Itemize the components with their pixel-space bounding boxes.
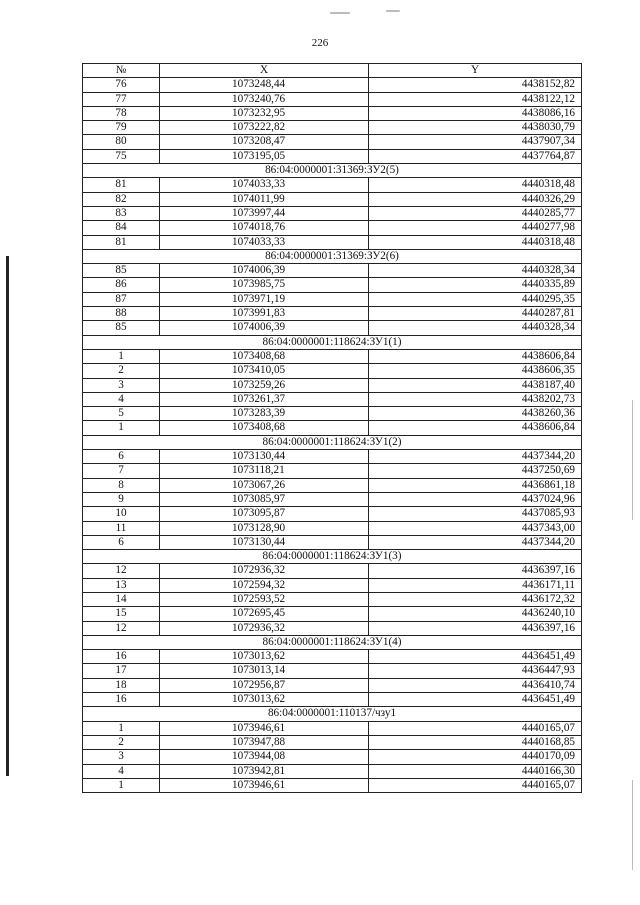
point-number: 3 <box>83 378 160 392</box>
table-row <box>83 592 582 606</box>
x-coordinate: 1073240,76 <box>160 92 369 106</box>
table-row <box>83 135 582 149</box>
point-number: 18 <box>83 678 160 692</box>
y-coordinate: 4440328,34 <box>369 321 582 335</box>
section-row <box>83 164 582 178</box>
x-coordinate: 1073130,44 <box>160 450 369 464</box>
x-coordinate: 1074033,33 <box>160 235 369 249</box>
point-number: 2 <box>83 735 160 749</box>
x-coordinate: 1073259,26 <box>160 378 369 392</box>
point-number: 83 <box>83 206 160 220</box>
y-coordinate: 4440326,29 <box>369 192 582 206</box>
y-coordinate: 4438260,36 <box>369 407 582 421</box>
y-coordinate: 4436451,49 <box>369 650 582 664</box>
point-number: 16 <box>83 693 160 707</box>
table-row <box>83 678 582 692</box>
point-number: 2 <box>83 364 160 378</box>
table-row <box>83 321 582 335</box>
y-coordinate: 4436172,32 <box>369 592 582 606</box>
point-number: 85 <box>83 321 160 335</box>
table-row <box>83 121 582 135</box>
x-coordinate: 1073085,97 <box>160 492 369 506</box>
x-coordinate: 1073248,44 <box>160 78 369 92</box>
section-title: 86:04:0000001:31369:ЗУ2(6) <box>83 249 582 263</box>
point-number: 15 <box>83 607 160 621</box>
point-number: 5 <box>83 407 160 421</box>
table-row <box>83 607 582 621</box>
table-row <box>83 492 582 506</box>
table-row <box>83 407 582 421</box>
section-row <box>83 249 582 263</box>
point-number: 81 <box>83 235 160 249</box>
y-coordinate: 4438086,16 <box>369 106 582 120</box>
y-coordinate: 4440335,89 <box>369 278 582 292</box>
point-number: 16 <box>83 650 160 664</box>
table-row <box>83 235 582 249</box>
scan-speck <box>632 780 633 870</box>
section-row <box>83 335 582 349</box>
table-header-row <box>83 64 582 78</box>
section-row <box>83 435 582 449</box>
point-number: 13 <box>83 578 160 592</box>
table-row <box>83 621 582 635</box>
section-title: 86:04:0000001:118624:ЗУ1(1) <box>83 335 582 349</box>
x-coordinate: 1073067,26 <box>160 478 369 492</box>
y-coordinate: 4437344,20 <box>369 450 582 464</box>
table-row <box>83 292 582 306</box>
y-coordinate: 4440168,85 <box>369 735 582 749</box>
point-number: 1 <box>83 721 160 735</box>
point-number: 80 <box>83 135 160 149</box>
point-number: 1 <box>83 349 160 363</box>
x-coordinate: 1073013,62 <box>160 650 369 664</box>
y-coordinate: 4440166,30 <box>369 764 582 778</box>
table-row <box>83 178 582 192</box>
table-row <box>83 278 582 292</box>
coordinates-table <box>82 63 582 793</box>
point-number: 10 <box>83 507 160 521</box>
y-coordinate: 4438202,73 <box>369 392 582 406</box>
section-title: 86:04:0000001:118624:ЗУ1(4) <box>83 635 582 649</box>
x-coordinate: 1073232,95 <box>160 106 369 120</box>
y-coordinate: 4438030,79 <box>369 121 582 135</box>
y-coordinate: 4436861,18 <box>369 478 582 492</box>
table-row <box>83 521 582 535</box>
x-coordinate: 1073013,62 <box>160 693 369 707</box>
x-coordinate: 1073942,81 <box>160 764 369 778</box>
point-number: 85 <box>83 264 160 278</box>
x-coordinate: 1073408,68 <box>160 421 369 435</box>
point-number: 12 <box>83 621 160 635</box>
point-number: 1 <box>83 421 160 435</box>
y-coordinate: 4437764,87 <box>369 149 582 163</box>
y-coordinate: 4436410,74 <box>369 678 582 692</box>
table-row <box>83 578 582 592</box>
table-row <box>83 307 582 321</box>
table-row <box>83 149 582 163</box>
x-coordinate: 1073118,21 <box>160 464 369 478</box>
point-number: 12 <box>83 564 160 578</box>
y-coordinate: 4436171,11 <box>369 578 582 592</box>
header-x: X <box>160 64 369 78</box>
x-coordinate: 1072593,52 <box>160 592 369 606</box>
x-coordinate: 1073095,87 <box>160 507 369 521</box>
y-coordinate: 4440285,77 <box>369 206 582 220</box>
table-row <box>83 378 582 392</box>
x-coordinate: 1073283,39 <box>160 407 369 421</box>
x-coordinate: 1073208,47 <box>160 135 369 149</box>
scan-edge-mark <box>6 256 9 776</box>
header-number: № <box>83 64 160 78</box>
point-number: 6 <box>83 535 160 549</box>
x-coordinate: 1072956,87 <box>160 678 369 692</box>
x-coordinate: 1073013,14 <box>160 664 369 678</box>
point-number: 9 <box>83 492 160 506</box>
point-number: 3 <box>83 750 160 764</box>
y-coordinate: 4437907,34 <box>369 135 582 149</box>
y-coordinate: 4440165,07 <box>369 778 582 792</box>
table-row <box>83 92 582 106</box>
y-coordinate: 4437024,96 <box>369 492 582 506</box>
point-number: 82 <box>83 192 160 206</box>
y-coordinate: 4438606,84 <box>369 349 582 363</box>
table-row <box>83 106 582 120</box>
table-row <box>83 721 582 735</box>
y-coordinate: 4437343,00 <box>369 521 582 535</box>
table-row <box>83 421 582 435</box>
y-coordinate: 4436397,16 <box>369 564 582 578</box>
y-coordinate: 4437085,93 <box>369 507 582 521</box>
point-number: 75 <box>83 149 160 163</box>
table-row <box>83 464 582 478</box>
table-row <box>83 264 582 278</box>
point-number: 81 <box>83 178 160 192</box>
table-row <box>83 750 582 764</box>
table-row <box>83 78 582 92</box>
x-coordinate: 1074006,39 <box>160 321 369 335</box>
point-number: 4 <box>83 392 160 406</box>
x-coordinate: 1073130,44 <box>160 535 369 549</box>
y-coordinate: 4440295,35 <box>369 292 582 306</box>
y-coordinate: 4438606,84 <box>369 421 582 435</box>
table-row <box>83 564 582 578</box>
table-row <box>83 206 582 220</box>
y-coordinate: 4436397,16 <box>369 621 582 635</box>
x-coordinate: 1073222,82 <box>160 121 369 135</box>
table-row <box>83 693 582 707</box>
y-coordinate: 4437344,20 <box>369 535 582 549</box>
section-title: 86:04:0000001:118624:ЗУ1(2) <box>83 435 582 449</box>
y-coordinate: 4440318,48 <box>369 235 582 249</box>
section-row <box>83 707 582 721</box>
point-number: 7 <box>83 464 160 478</box>
x-coordinate: 1073944,08 <box>160 750 369 764</box>
table-row <box>83 778 582 792</box>
x-coordinate: 1073261,37 <box>160 392 369 406</box>
x-coordinate: 1073946,61 <box>160 778 369 792</box>
x-coordinate: 1073997,44 <box>160 206 369 220</box>
table-body <box>83 78 582 793</box>
point-number: 1 <box>83 778 160 792</box>
table-row <box>83 221 582 235</box>
point-number: 88 <box>83 307 160 321</box>
x-coordinate: 1073991,83 <box>160 307 369 321</box>
x-coordinate: 1074018,76 <box>160 221 369 235</box>
y-coordinate: 4437250,69 <box>369 464 582 478</box>
table-row <box>83 507 582 521</box>
table-row <box>83 650 582 664</box>
table-row <box>83 450 582 464</box>
x-coordinate: 1073128,90 <box>160 521 369 535</box>
section-title: 86:04:0000001:110137/чзу1 <box>83 707 582 721</box>
scan-speck <box>330 12 350 14</box>
scan-speck <box>632 400 633 520</box>
x-coordinate: 1074006,39 <box>160 264 369 278</box>
scan-speck <box>386 10 400 12</box>
x-coordinate: 1073195,05 <box>160 149 369 163</box>
point-number: 86 <box>83 278 160 292</box>
y-coordinate: 4440170,09 <box>369 750 582 764</box>
point-number: 14 <box>83 592 160 606</box>
x-coordinate: 1073946,61 <box>160 721 369 735</box>
y-coordinate: 4436451,49 <box>369 693 582 707</box>
table-row <box>83 192 582 206</box>
table-row <box>83 478 582 492</box>
y-coordinate: 4440165,07 <box>369 721 582 735</box>
section-title: 86:04:0000001:31369:ЗУ2(5) <box>83 164 582 178</box>
point-number: 8 <box>83 478 160 492</box>
point-number: 79 <box>83 121 160 135</box>
table-row <box>83 535 582 549</box>
x-coordinate: 1074011,99 <box>160 192 369 206</box>
x-coordinate: 1072936,32 <box>160 564 369 578</box>
point-number: 6 <box>83 450 160 464</box>
y-coordinate: 4438122,12 <box>369 92 582 106</box>
y-coordinate: 4438187,40 <box>369 378 582 392</box>
y-coordinate: 4440318,48 <box>369 178 582 192</box>
table-row <box>83 392 582 406</box>
section-title: 86:04:0000001:118624:ЗУ1(3) <box>83 550 582 564</box>
table-row <box>83 664 582 678</box>
section-row <box>83 635 582 649</box>
page-number: 226 <box>311 37 329 49</box>
header-y: Y <box>369 64 582 78</box>
x-coordinate: 1072594,32 <box>160 578 369 592</box>
table-row <box>83 764 582 778</box>
x-coordinate: 1073985,75 <box>160 278 369 292</box>
y-coordinate: 4440328,34 <box>369 264 582 278</box>
point-number: 11 <box>83 521 160 535</box>
x-coordinate: 1072936,32 <box>160 621 369 635</box>
table-row <box>83 349 582 363</box>
point-number: 84 <box>83 221 160 235</box>
y-coordinate: 4436240,10 <box>369 607 582 621</box>
point-number: 76 <box>83 78 160 92</box>
point-number: 87 <box>83 292 160 306</box>
y-coordinate: 4440277,98 <box>369 221 582 235</box>
point-number: 4 <box>83 764 160 778</box>
x-coordinate: 1073410,05 <box>160 364 369 378</box>
y-coordinate: 4436447,93 <box>369 664 582 678</box>
x-coordinate: 1073947,88 <box>160 735 369 749</box>
y-coordinate: 4438152,82 <box>369 78 582 92</box>
point-number: 77 <box>83 92 160 106</box>
x-coordinate: 1074033,33 <box>160 178 369 192</box>
table-row <box>83 735 582 749</box>
y-coordinate: 4440287,81 <box>369 307 582 321</box>
point-number: 17 <box>83 664 160 678</box>
x-coordinate: 1072695,45 <box>160 607 369 621</box>
x-coordinate: 1073971,19 <box>160 292 369 306</box>
table-row <box>83 364 582 378</box>
y-coordinate: 4438606,35 <box>369 364 582 378</box>
x-coordinate: 1073408,68 <box>160 349 369 363</box>
point-number: 78 <box>83 106 160 120</box>
section-row <box>83 550 582 564</box>
